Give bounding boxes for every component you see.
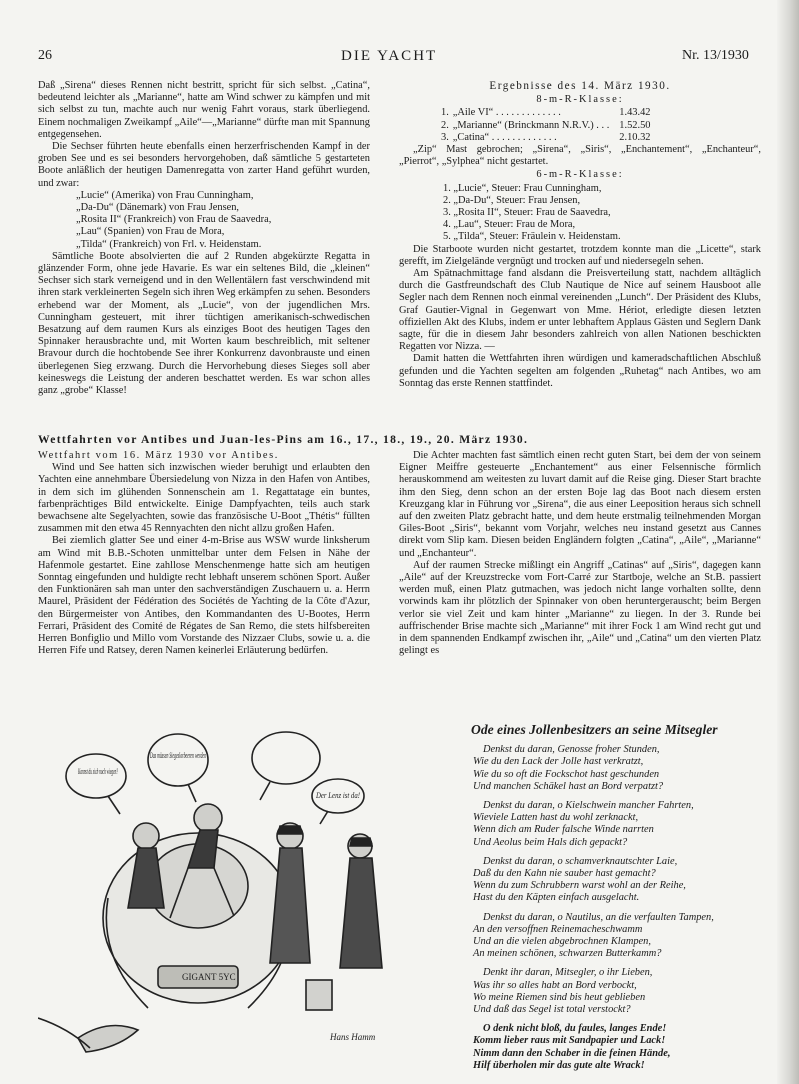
- poem-title: Ode eines Jollenbesitzers an seine Mitsegler: [471, 722, 718, 737]
- six-entry: „Tilda“ (Frankreich) von Frl. v. Heidenstam.: [76, 238, 262, 250]
- poem-stanza: [435, 1023, 765, 1072]
- six-entry: „Rosita II“ (Frankreich) von Frau de Saavedra,: [76, 214, 272, 226]
- cartoon-illustration: [38, 718, 404, 1070]
- poem-line: Komm lieber raus mit Sandpapier und Lack!: [473, 1035, 666, 1047]
- poem-line: Was ihr so alles habt an Bord verbockt,: [473, 979, 637, 991]
- poem-line: Denkt ihr daran, Mitsegler, o ihr Lieben,: [483, 967, 653, 979]
- speech-bubble: [252, 732, 320, 784]
- sailor-figure: [133, 823, 159, 849]
- rank: 1.: [441, 107, 449, 119]
- results-list-6m: [443, 183, 761, 244]
- list-item: 5. „Tilda“, Steuer: Fräulein v. Heidenstam.: [443, 231, 621, 243]
- yacht-name: „Catina“ . . . . . . . . . . . . .: [452, 131, 557, 143]
- paragraph: Sämtliche Boote absolvierten die auf 2 Runden abgekürzte Regatta in glänzender Form, ohne jede Havarie. Es war ein seltenes Bild, die „kleinen“ Sechser sich stark verneigend und in den Wellentälern fast verschwindend mit ihren stark verkleinerten Segeln sich ihren Weg erkämpfen zu sehen. Besonders erhebend war der Moment, als „Lucie“, von der jugendlichen Mrs. Cunningham gesteuert, mit ihrer tüchtigen amerikanisch-schwedischen Besatzung auf dem raumen Kurs als einziges Boot des heutigen Tages den Spinnaker herausbrachte und, mit Worten kaum beschreiblich, mit seltener Bravour durch die hochtobende See ihrer Konkurrenz davonbrauste und einen überlegenen Sieg erzwang. Durch die Hervorhebung dieses Sieges soll aber keineswegs die Leistung der anderen beschattet werden. Es war schon alles ganz „grobe“ Klasse!: [38, 250, 370, 397]
- poem-line: Wo meine Riemen sind bis heut geblieben: [473, 991, 646, 1003]
- page-title: DIE YACHT: [341, 48, 438, 64]
- poem: [435, 724, 765, 1079]
- list-item: 4. „Lau“, Steuer: Frau de Mora,: [443, 219, 576, 231]
- sailor-figure: [194, 804, 222, 832]
- poem-line: Wenn du zum Schrubbern warst wohl an der Reihe,: [473, 880, 686, 892]
- paragraph: Auf der raumen Strecke mißlingt ein Angriff „Catinas“ auf „Siris“, dagegen kann „Aile“ auf der Kreuzstrecke vom Fort-Carré zur Startboje, welche an St.B. passiert werden muß, einen Platz gutmachen, was jedoch nicht lange vorhalten sollte, denn vorwinds kam ihr plötzlich der Spinnaker von oben heruntergerauscht; beim Bergen verlor sie viel Zeit und kam hinter „Marianne“ zu liegen. In der 3. Runde bei auffrischender Brise machte sich „Marianne“ mit ihrer Fock 1 am Wind recht gut und in dem spannenden Endkampf zwischen ihr, „Aile“ und „Catina“ um den vierten Platz gelingt es: [399, 559, 761, 657]
- right-column-bottom: [399, 450, 761, 657]
- poem-line: Und an die vielen abgebrochnen Klampen,: [473, 936, 651, 948]
- paragraph: Die Sechser führten heute ebenfalls einen herzerfrischenden Kampf in der groben See und es sei besonders hervorgehoben, daß sämtliche 5 gestarteten Boote anläßlich der heutigen Damenregatta von zarter Hand geführt wurden, und zwar:: [38, 141, 370, 189]
- poem-line: Hast du den Käpten einfach ausgelacht.: [473, 892, 640, 904]
- list-item: 1. „Lucie“, Steuer: Frau Cunningham,: [443, 182, 602, 194]
- bubble-text: Kannst du sich noch wiegen?: [77, 766, 119, 776]
- results-heading: Ergebnisse des 14. März 1930.: [489, 80, 671, 92]
- table-row: [441, 132, 654, 144]
- speech-bubble: [66, 754, 126, 798]
- paragraph: Daß „Sirena“ dieses Rennen nicht bestritt, spricht für sich selbst. „Catina“, bedeutend leichter als „Marianne“, hatte am Wind schwer zu kämpfen und mit sich selbst zu tun, machte auch nur wenig Fahrt voraus, stark überliegend. Einem nochmaligen Zweikampf „Aile“—„Marianne“ dürfte man mit Spannung entgegensehen.: [38, 80, 370, 140]
- poem-line: O denk nicht bloß, du faules, langes Ende!: [483, 1023, 667, 1035]
- poem-line: Wie du so oft die Fockschot hast geschunden: [473, 768, 660, 780]
- six-entry: „Da-Du“ (Dänemark) von Frau Jensen,: [76, 202, 240, 214]
- poem-line: Denkst du daran, o Nautilus, an die verfaulten Tampen,: [483, 911, 714, 923]
- results-table-8m: [441, 107, 654, 144]
- poem-line: An meinen schönen, schwarzen Butterkamm?: [473, 948, 662, 960]
- poem-stanza: [435, 744, 765, 793]
- right-column-top: [399, 80, 761, 390]
- paragraph: Die Starboote wurden nicht gestartet, trotzdem konnte man die „Licette“, stark gerefft, im Zielgelände vergnügt und trocken auf und niedersegeln sehen.: [399, 243, 761, 267]
- poem-line: Und daß das Segel ist total verstockt?: [473, 1004, 631, 1016]
- table-row: [441, 107, 654, 119]
- class-heading-6m: 6-m-R-Klasse:: [536, 169, 624, 181]
- bubble-text: Der Lenz ist da!: [315, 790, 361, 800]
- issue-number: Nr. 13/1930: [682, 48, 749, 63]
- subheading: Wettfahrt vom 16. März 1930 vor Antibes.: [38, 450, 279, 461]
- paint-bucket: [306, 980, 332, 1010]
- poem-line: Hilf überholen mir das gute alte Wrack!: [473, 1059, 645, 1071]
- poem-line: Denkst du daran, Genosse froher Stunden,: [483, 744, 660, 756]
- section-banner: Wettfahrten vor Antibes und Juan-les-Pins am 16., 17., 18., 19., 20. März 1930.: [38, 433, 529, 446]
- bubble-text: Das müssen Siegeslorbeeren werden: [149, 750, 206, 760]
- poem-line: An den versoffnen Reinemacheschwamm: [473, 923, 643, 935]
- paragraph: Bei ziemlich glatter See und einer 4-m-Brise aus WSW wurde linksherum am Wind mit B.B.-Schoten unmittelbar unter dem Felsen in Nähe der Hafenmole gestartet. Eine zahllose Menschenmenge hatte sich am heutigen Sonntag eingefunden und huldigte recht lebhaft unserem schönen Sport. Außer den Funktionären sah man unter den sachverständigen Zuschauern u. a. Herrn Maurel, Präsident der Fédération des Sociétés de Yachting de la Côte d'Azur, den Bürgermeister von Antibes, den Kommandanten des U-Bootes, Herrn Ferrari, Präsident des Comité de Régates de San Remo, die stets hilfsbereiten Herren Bonfiglio und Millo vom Vorstande des Nizzaer Clubs, sowie u. a. die Herren Fife und Ratsey, deren Namen keinerlei Erläuterung bedürfen.: [38, 535, 370, 657]
- poem-line: Wie du den Lack der Jolle hast verkratzt,: [473, 756, 644, 768]
- boat-name-label: GIGANT 5YC: [182, 972, 236, 982]
- list-item: 2. „Da-Du“, Steuer: Frau Jensen,: [443, 194, 581, 206]
- poem-stanza: [435, 967, 765, 1016]
- rank: 3.: [441, 131, 449, 143]
- poem-line: Daß du den Kahn nie sauber hast gemacht?: [473, 868, 656, 880]
- table-row: [441, 120, 654, 132]
- page-number: 26: [38, 48, 52, 63]
- results-note: „Zip“ Mast gebrochen; „Sirena“, „Siris“, „Enchantement“, „Enchanteur“, „Pierrot“, „Sylphea“ nicht gestartet.: [399, 144, 761, 168]
- poem-line: Wieviele Latten hast du wohl zerknackt,: [473, 812, 639, 824]
- poem-stanza: [435, 912, 765, 961]
- poem-line: Denkst du daran, o Kielschwein mancher Fahrten,: [483, 800, 694, 812]
- paragraph: Damit hatten die Wettfahrten ihren würdigen und kameradschaftlichen Abschluß gefunden und die Yachten segelten am folgenden „Ruhetag“ nach Antibes, wo am Sonntag das erste Rennen stattfindet.: [399, 353, 761, 389]
- poem-line: Nimm dann den Schaber in die feinen Hände,: [473, 1047, 671, 1059]
- rank: 2.: [441, 119, 449, 131]
- race-time: 1.52.50: [619, 119, 651, 131]
- poem-stanza: [435, 856, 765, 905]
- poem-line: Wenn dich am Ruder falsche Winde narrten: [473, 824, 654, 836]
- yacht-name: „Marianne“ (Brinckmann N.R.V.) . . .: [452, 119, 610, 131]
- six-entry: „Lucie“ (Amerika) von Frau Cunningham,: [76, 189, 254, 201]
- poem-line: Und manchen Schäkel hast an Bord verpatzt?: [473, 780, 664, 792]
- left-column-bottom: [38, 450, 370, 657]
- speech-bubble: [148, 734, 208, 786]
- race-time: 2.10.32: [619, 131, 651, 143]
- poem-line: Und Aeolus beim Hals dich gepackt?: [473, 836, 628, 848]
- list-item: 3. „Rosita II“, Steuer: Frau de Saavedra,: [443, 207, 611, 219]
- poem-line: Denkst du daran, o schamverknautschter Laie,: [483, 855, 678, 867]
- poem-stanza: [435, 800, 765, 849]
- race-time: 1.43.42: [619, 107, 651, 119]
- paragraph: Am Spätnachmittage fand alsdann die Preisverteilung statt, nachdem alltäglich durch die Gastfreundschaft des Club Nautique de Nice auf seinem Hausboot alle Segler nach dem Rennen noch einmal vereinenden „Lunch“. Der Präsident des Klubs, Graf Gautier-Vignal in Gegenwart von Mme. Hériot, erledigte diesen letzten offiziellen Akt des Klubs, indem er unter lebhaftem Applaus Gästen und Seglern Dank sagte, für die in diesem Jahr besonders zahlreich von allen Nationen beschickten Regatten vor Nizza. —: [399, 268, 761, 353]
- paragraph: Wind und See hatten sich inzwischen wieder beruhigt und erlaubten den Yachten eine annehmbare Übersiedelung von Nizza in den Hafen von Antibes, in dem sich im glühenden Sonnenschein am 1. Regattatage ein buntes, farbenprächtiges Bild entwickelte. Einige Dampfyachten, teils auch stark bewachsene alte Segelyachten, sowie das französische U-Boot „Thétis“ füllten zusammen mit den etwa 45 Rennyachten den nicht allzu großen Hafen.: [38, 462, 370, 535]
- class-heading-8m: 8-m-R-Klasse:: [536, 94, 624, 106]
- yacht-name: „Aile VI“ . . . . . . . . . . . . .: [452, 107, 561, 119]
- paragraph: Die Achter machten fast sämtlich einen recht guten Start, bei dem der von seinem Eigner Meiffre gesteuerte „Enchantement“ aus einer Felsennische förmlich herauskommend am weitesten zu luvart damit auf die Reise ging. Dieser Start brachte ihm den Sieg, denn schon an der ersten Boje lag das Boot nach diesem ersten Kreuzgang klar in Führung vor „Sirena“, die aus einer Leeposition heraus sich schnell auf den zweiten Platz gebracht hatte, und dem heute erstmalig teilnehmenden Morgan Giles-Boot „Siris“, bekannt vom Vorjahr, welches neu instand gesetzt aus Cannes direkt vom Slip kam. Diesen beiden Engländern folgten „Catina“, „Aile“, „Marianne“ und „Enchanteur“.: [399, 450, 761, 559]
- artist-signature: Hans Hamm: [330, 1032, 376, 1042]
- left-column-top: [38, 80, 370, 397]
- six-entry: „Lau“ (Spanien) von Frau de Mora,: [76, 226, 225, 238]
